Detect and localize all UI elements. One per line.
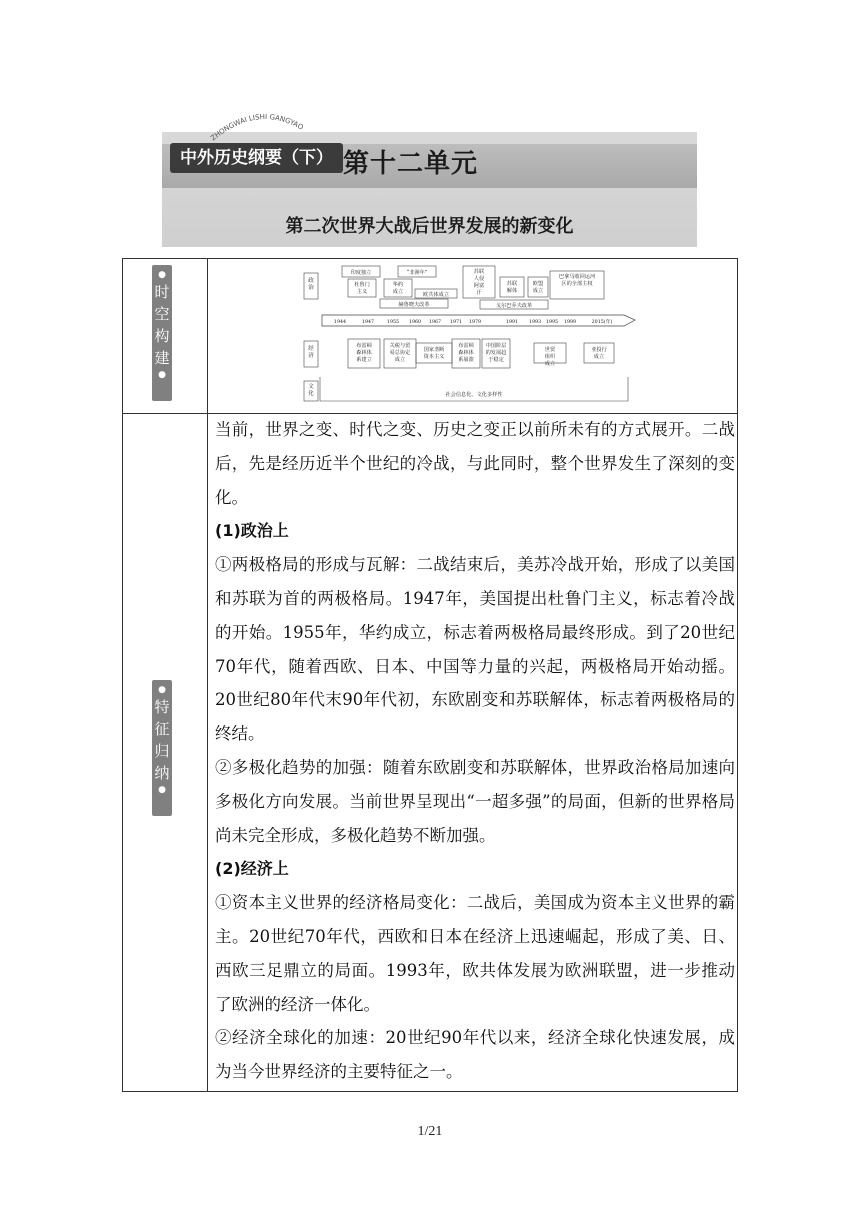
year-tick: 1995 — [545, 320, 559, 325]
year-tick: 1993 — [528, 320, 542, 325]
pinyin-text: ZHONGWAI LISHI GANGYAO — [209, 112, 305, 143]
event-label: 欧盟 — [532, 281, 544, 287]
event-label: 巴拿马收回运河 — [558, 274, 596, 280]
timeline-tag — [152, 265, 172, 401]
band-label: 欧共体成立 — [423, 292, 449, 298]
dot-icon: ● — [158, 785, 166, 795]
row-label: 经 — [308, 346, 314, 352]
unit-subtitle: 第二次世界大战后世界发展的新变化 — [285, 216, 574, 237]
series-title: 中外历史纲要（下） — [170, 143, 343, 173]
row-label: 济 — [308, 353, 314, 359]
year-tick: 1991 — [505, 320, 519, 325]
event-label: 人侵 — [473, 276, 485, 282]
event-label: 亚投行 — [591, 347, 607, 353]
economy-paragraph-2: ②经济全球化的加速：20世纪90年代以来，经济全球化快速发展，成为当今世界经济的主要特征之一。 — [215, 1028, 735, 1082]
event-label: 资本主义 — [423, 354, 445, 360]
year-tick: 1967 — [428, 320, 442, 325]
event-label: 杜鲁门 — [354, 282, 370, 288]
row-label: 政 — [308, 278, 314, 284]
event-label: 成立 — [394, 357, 406, 363]
year-tick: 1971 — [449, 320, 463, 325]
year-tick: 1960 — [408, 320, 422, 325]
dot-icon: ● — [158, 685, 166, 695]
politics-paragraph-2: ②多极化趋势的加强：随着东欧剧变和苏联解体，世界政治格局加速向多极化方向发展。当前世界呈现出“一超多强”的局面，但新的世界格局尚未完全形成，多极化趋势不断加强。 — [215, 757, 735, 845]
timeline-label: 时 空 构 建 — [154, 283, 170, 367]
section-heading-politics: (1)政治上 — [215, 521, 289, 541]
event-label: 印度独立 — [350, 270, 372, 276]
section-heading-economy: (2)经济上 — [215, 859, 289, 879]
dot-icon: ● — [158, 370, 166, 380]
event-label: 主义 — [356, 289, 368, 295]
year-tick: 1979 — [468, 320, 482, 325]
event-label: 组织 — [544, 354, 556, 360]
event-label: 阿富 — [473, 283, 485, 289]
year-tick: 1955 — [386, 320, 400, 325]
event-label: 关税与贸 — [389, 343, 411, 349]
culture-label: 社会信息化、文化多样性 — [445, 392, 503, 398]
features-label: 特 征 归 纳 — [154, 698, 170, 782]
event-label: 解体 — [506, 288, 518, 294]
box-ussr — [500, 277, 524, 297]
row-label: 化 — [308, 391, 314, 397]
event-label: 华约 — [392, 282, 404, 288]
event-label: 成立 — [392, 289, 404, 295]
event-label: 森林体 — [458, 350, 474, 356]
year-tick: 1944 — [333, 320, 347, 325]
pinyin-arc — [205, 103, 325, 143]
band-label: 戈尔巴乔夫改革 — [495, 303, 533, 309]
features-content — [215, 413, 735, 1089]
event-label: 苏联 — [473, 269, 485, 275]
box-state — [416, 343, 452, 363]
box-eu — [528, 277, 548, 297]
event-label: 的发展趋 — [485, 350, 507, 356]
year-tick: 1999 — [563, 320, 577, 325]
svg-text:ZHONGWAI LISHI GANGYAO — [209, 113, 305, 143]
event-label: 成立 — [544, 361, 556, 367]
event-label: 国家垄断 — [423, 347, 445, 353]
dot-icon: ● — [158, 270, 166, 280]
band-label: 赫鲁晓夫改革 — [398, 302, 430, 308]
event-label: 成立 — [593, 354, 605, 360]
event-label: 系崩溃 — [458, 357, 474, 363]
box-aiib — [584, 343, 614, 363]
row-label: 治 — [308, 285, 314, 291]
year-tick: 1947 — [361, 320, 375, 325]
event-label: 易总协定 — [389, 350, 411, 356]
unit-title: 第十二单元 — [343, 149, 479, 179]
politics-paragraph-1: ①两极格局的形成与瓦解：二战结束后，美苏冷战开始，形成了以美国和苏联为首的两极格局。1947年，美国提出杜鲁门主义，标志着冷战的开始。1955年，华约成立，标志着两极格局最终形成。到了20世纪70年代，随着西欧、日本、中国等力量的兴起，两极格局开始动摇。20世纪80年代末90年代初，东欧剧变和苏联解体，标志着两极格局的终结。 — [215, 555, 735, 744]
event-label: 布雷顿 — [458, 343, 474, 349]
timeline-diagram — [280, 263, 640, 405]
economy-paragraph-1: ①资本主义世界的经济格局变化：二战后，美国成为资本主义世界的霸主。20世纪70年代，西欧和日本在经济上迅速崛起，形成了美、日、西欧三足鼎立的局面。1993年，欧共体发展为欧洲联盟，进一步推动了欧洲的经济一体化。 — [215, 893, 735, 1014]
year-tick: 2015(年) — [591, 320, 613, 325]
features-tag — [152, 680, 172, 816]
row-label: 文 — [308, 384, 314, 390]
column-divider — [207, 259, 208, 1091]
event-label: 森林体 — [356, 350, 372, 356]
page-number: 1/21 — [417, 1124, 443, 1139]
box-wto — [534, 343, 566, 363]
event-label: 区的全部主权 — [561, 281, 593, 287]
event-label: 汗 — [476, 290, 482, 296]
event-label: 世贸 — [544, 347, 556, 353]
intro-paragraph: 当前，世界之变、时代之变、历史之变正以前所未有的方式展开。二战后，先是经历近半个世纪的冷战，与此同时，整个世界发生了深刻的变化。 — [215, 420, 735, 507]
event-label: 中国阶层 — [485, 343, 507, 349]
event-label: 苏联 — [506, 281, 518, 287]
event-label: 成立 — [532, 288, 544, 294]
event-label: “非洲年” — [406, 270, 428, 276]
event-label: 系建立 — [356, 357, 372, 363]
event-label: 布雷顿 — [356, 343, 372, 349]
event-label: 于稳定 — [488, 357, 504, 363]
